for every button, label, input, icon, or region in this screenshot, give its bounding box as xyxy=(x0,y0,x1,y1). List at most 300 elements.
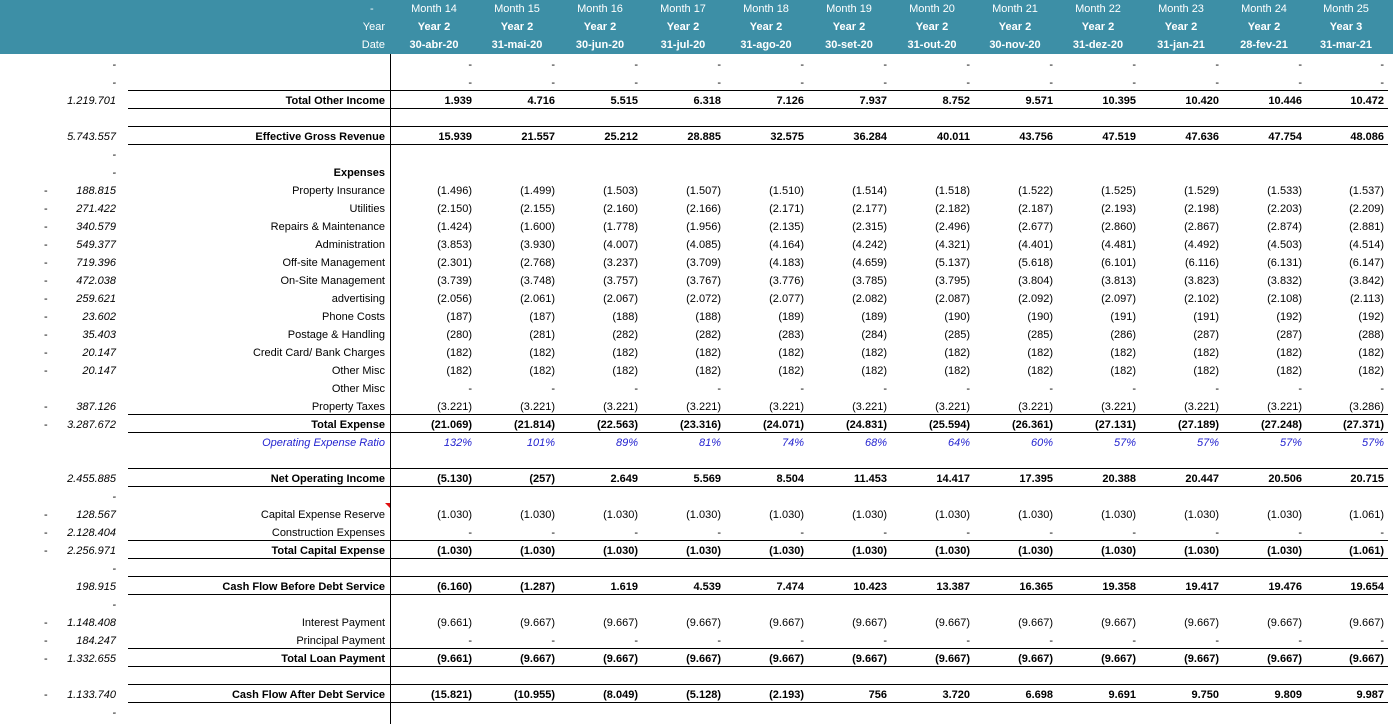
value-cell[interactable]: (286) xyxy=(1110,329,1136,341)
value-cell[interactable]: 19.358 xyxy=(1102,581,1136,593)
value-cell[interactable]: - xyxy=(800,527,804,539)
row-total-cell[interactable]: 23.602 xyxy=(82,311,116,323)
value-cell[interactable]: - xyxy=(717,527,721,539)
value-cell[interactable]: (187) xyxy=(529,311,555,323)
value-cell[interactable]: - xyxy=(1215,77,1219,89)
value-cell[interactable]: (9.667) xyxy=(1267,617,1302,629)
value-cell[interactable]: - xyxy=(800,77,804,89)
row-label-cell[interactable]: Total Capital Expense xyxy=(271,545,385,557)
row-label-cell[interactable]: Effective Gross Revenue xyxy=(255,131,385,143)
row-total-cell[interactable]: 472.038 xyxy=(76,275,116,287)
value-cell[interactable]: - xyxy=(717,77,721,89)
value-cell[interactable]: 57% xyxy=(1196,437,1219,449)
value-cell[interactable]: (182) xyxy=(529,365,555,377)
value-cell[interactable]: - xyxy=(1215,635,1219,647)
value-cell[interactable]: - xyxy=(551,77,555,89)
value-cell[interactable]: (9.667) xyxy=(1184,617,1219,629)
value-cell[interactable]: (1.514) xyxy=(852,185,887,197)
value-cell[interactable]: (2.092) xyxy=(1018,293,1053,305)
row-marker-cell[interactable]: - xyxy=(44,347,48,359)
value-cell[interactable]: 32.575 xyxy=(770,131,804,143)
value-cell[interactable]: (1.030) xyxy=(935,509,970,521)
value-cell[interactable]: (9.667) xyxy=(852,653,887,665)
value-cell[interactable]: (9.667) xyxy=(769,617,804,629)
value-cell[interactable]: (9.667) xyxy=(1018,617,1053,629)
row-total-cell[interactable]: 20.147 xyxy=(82,365,116,377)
value-cell[interactable]: (3.221) xyxy=(1184,401,1219,413)
row-marker-cell[interactable]: - xyxy=(44,239,48,251)
value-cell[interactable]: (2.874) xyxy=(1267,221,1302,233)
value-cell[interactable]: 19.654 xyxy=(1350,581,1384,593)
row-total-cell[interactable]: - xyxy=(112,77,116,89)
value-cell[interactable]: (182) xyxy=(1358,365,1384,377)
value-cell[interactable]: (187) xyxy=(446,311,472,323)
value-cell[interactable]: (3.221) xyxy=(437,401,472,413)
value-cell[interactable]: (9.661) xyxy=(437,617,472,629)
value-cell[interactable]: (1.424) xyxy=(437,221,472,233)
value-cell[interactable]: - xyxy=(966,59,970,71)
value-cell[interactable]: 13.387 xyxy=(936,581,970,593)
value-cell[interactable]: (2.097) xyxy=(1101,293,1136,305)
row-marker-cell[interactable]: - xyxy=(44,257,48,269)
value-cell[interactable]: (9.667) xyxy=(1101,617,1136,629)
value-cell[interactable]: (1.496) xyxy=(437,185,472,197)
row-marker-cell[interactable]: - xyxy=(44,545,48,557)
value-cell[interactable]: (21.814) xyxy=(514,419,555,431)
value-cell[interactable]: (3.930) xyxy=(520,239,555,251)
value-cell[interactable]: (2.677) xyxy=(1018,221,1053,233)
row-total-cell[interactable]: 20.147 xyxy=(82,347,116,359)
row-total-cell[interactable]: - xyxy=(112,599,116,611)
value-cell[interactable]: 17.395 xyxy=(1019,473,1053,485)
value-cell[interactable]: (21.069) xyxy=(431,419,472,431)
value-cell[interactable]: (2.860) xyxy=(1101,221,1136,233)
row-total-cell[interactable]: - xyxy=(112,563,116,575)
value-cell[interactable]: - xyxy=(800,635,804,647)
value-cell[interactable]: (190) xyxy=(1027,311,1053,323)
value-cell[interactable]: (280) xyxy=(446,329,472,341)
value-cell[interactable]: (2.203) xyxy=(1267,203,1302,215)
value-cell[interactable]: (182) xyxy=(612,365,638,377)
value-cell[interactable]: - xyxy=(717,59,721,71)
row-label-cell[interactable]: Total Loan Payment xyxy=(281,653,385,665)
value-cell[interactable]: (24.831) xyxy=(846,419,887,431)
value-cell[interactable]: 14.417 xyxy=(936,473,970,485)
value-cell[interactable]: (182) xyxy=(1358,347,1384,359)
value-cell[interactable]: - xyxy=(883,527,887,539)
row-total-cell[interactable]: 184.247 xyxy=(76,635,116,647)
value-cell[interactable]: (3.748) xyxy=(520,275,555,287)
value-cell[interactable]: - xyxy=(717,635,721,647)
value-cell[interactable]: (3.842) xyxy=(1349,275,1384,287)
value-cell[interactable]: 132% xyxy=(443,437,472,449)
value-cell[interactable]: (191) xyxy=(1110,311,1136,323)
value-cell[interactable]: (2.150) xyxy=(437,203,472,215)
value-cell[interactable]: (3.221) xyxy=(520,401,555,413)
value-cell[interactable]: (23.316) xyxy=(680,419,721,431)
row-total-cell[interactable]: 2.455.885 xyxy=(67,473,116,485)
value-cell[interactable]: - xyxy=(966,77,970,89)
row-total-cell[interactable]: 5.743.557 xyxy=(67,131,116,143)
row-label-cell[interactable]: Cash Flow After Debt Service xyxy=(231,689,385,701)
value-cell[interactable]: (15.821) xyxy=(431,689,472,701)
value-cell[interactable]: - xyxy=(1380,635,1384,647)
value-cell[interactable]: 5.569 xyxy=(693,473,721,485)
row-total-cell[interactable]: - xyxy=(112,167,116,179)
value-cell[interactable]: (9.667) xyxy=(686,653,721,665)
value-cell[interactable]: (2.061) xyxy=(520,293,555,305)
value-cell[interactable]: (285) xyxy=(944,329,970,341)
value-cell[interactable]: - xyxy=(551,383,555,395)
value-cell[interactable]: (182) xyxy=(1276,365,1302,377)
value-cell[interactable]: 57% xyxy=(1279,437,1302,449)
row-total-cell[interactable]: 1.133.740 xyxy=(67,689,116,701)
row-label-cell[interactable]: Utilities xyxy=(349,203,385,215)
value-cell[interactable]: (3.853) xyxy=(437,239,472,251)
value-cell[interactable]: (182) xyxy=(1276,347,1302,359)
row-marker-cell[interactable]: - xyxy=(44,293,48,305)
value-cell[interactable]: (3.823) xyxy=(1184,275,1219,287)
value-cell[interactable]: (8.049) xyxy=(603,689,638,701)
value-cell[interactable]: - xyxy=(966,635,970,647)
value-cell[interactable]: - xyxy=(634,59,638,71)
value-cell[interactable]: (284) xyxy=(861,329,887,341)
value-cell[interactable]: - xyxy=(468,527,472,539)
value-cell[interactable]: - xyxy=(468,383,472,395)
value-cell[interactable]: (1.287) xyxy=(520,581,555,593)
value-cell[interactable]: (5.130) xyxy=(437,473,472,485)
value-cell[interactable]: (192) xyxy=(1276,311,1302,323)
row-marker-cell[interactable]: - xyxy=(44,221,48,233)
value-cell[interactable]: (1.030) xyxy=(769,545,804,557)
row-label-cell[interactable]: advertising xyxy=(331,293,385,305)
value-cell[interactable]: (3.221) xyxy=(1267,401,1302,413)
value-cell[interactable]: (3.221) xyxy=(769,401,804,413)
value-cell[interactable]: 15.939 xyxy=(438,131,472,143)
value-cell[interactable]: (182) xyxy=(446,365,472,377)
value-cell[interactable]: 9.571 xyxy=(1025,95,1053,107)
value-cell[interactable]: 4.716 xyxy=(527,95,555,107)
value-cell[interactable]: (3.221) xyxy=(852,401,887,413)
value-cell[interactable]: (1.061) xyxy=(1349,509,1384,521)
value-cell[interactable]: (3.832) xyxy=(1267,275,1302,287)
value-cell[interactable]: (4.503) xyxy=(1267,239,1302,251)
row-total-cell[interactable]: 1.219.701 xyxy=(67,95,116,107)
value-cell[interactable]: - xyxy=(1132,59,1136,71)
value-cell[interactable]: (9.667) xyxy=(1184,653,1219,665)
value-cell[interactable]: (1.507) xyxy=(686,185,721,197)
value-cell[interactable]: 7.126 xyxy=(776,95,804,107)
value-cell[interactable]: (182) xyxy=(1027,347,1053,359)
row-label-cell[interactable]: Principal Payment xyxy=(296,635,385,647)
value-cell[interactable]: 47.636 xyxy=(1185,131,1219,143)
value-cell[interactable]: (3.709) xyxy=(686,257,721,269)
value-cell[interactable]: (1.030) xyxy=(1184,545,1219,557)
value-cell[interactable]: (1.030) xyxy=(852,509,887,521)
row-total-cell[interactable]: 1.332.655 xyxy=(67,653,116,665)
value-cell[interactable]: (9.667) xyxy=(520,617,555,629)
row-marker-cell[interactable]: - xyxy=(44,527,48,539)
value-cell[interactable]: (287) xyxy=(1276,329,1302,341)
value-cell[interactable]: (1.030) xyxy=(1018,545,1053,557)
value-cell[interactable]: 36.284 xyxy=(853,131,887,143)
value-cell[interactable]: - xyxy=(1298,635,1302,647)
value-cell[interactable]: (1.030) xyxy=(686,509,721,521)
row-label-cell[interactable]: Net Operating Income xyxy=(270,473,385,485)
value-cell[interactable]: (1.533) xyxy=(1267,185,1302,197)
value-cell[interactable]: - xyxy=(1215,383,1219,395)
row-total-cell[interactable]: - xyxy=(112,149,116,161)
row-total-cell[interactable]: - xyxy=(112,59,116,71)
value-cell[interactable]: 40.011 xyxy=(936,131,970,143)
value-cell[interactable]: (1.525) xyxy=(1101,185,1136,197)
value-cell[interactable]: - xyxy=(1132,383,1136,395)
value-cell[interactable]: (3.813) xyxy=(1101,275,1136,287)
value-cell[interactable]: (3.795) xyxy=(935,275,970,287)
value-cell[interactable]: (9.661) xyxy=(437,653,472,665)
value-cell[interactable]: (1.503) xyxy=(603,185,638,197)
value-cell[interactable]: (182) xyxy=(944,347,970,359)
value-cell[interactable]: 20.447 xyxy=(1185,473,1219,485)
value-cell[interactable]: (3.221) xyxy=(935,401,970,413)
row-label-cell[interactable]: Administration xyxy=(315,239,385,251)
row-label-cell[interactable]: Other Misc xyxy=(331,365,385,377)
value-cell[interactable]: (1.061) xyxy=(1349,545,1384,557)
value-cell[interactable]: (6.147) xyxy=(1349,257,1384,269)
value-cell[interactable]: 57% xyxy=(1113,437,1136,449)
value-cell[interactable]: (1.030) xyxy=(1101,545,1136,557)
row-total-cell[interactable]: 719.396 xyxy=(76,257,116,269)
value-cell[interactable]: (3.757) xyxy=(603,275,638,287)
row-label-cell[interactable]: Cash Flow Before Debt Service xyxy=(222,581,385,593)
value-cell[interactable]: (9.667) xyxy=(1267,653,1302,665)
value-cell[interactable]: (2.056) xyxy=(437,293,472,305)
value-cell[interactable]: (26.361) xyxy=(1012,419,1053,431)
value-cell[interactable]: (3.286) xyxy=(1349,401,1384,413)
value-cell[interactable]: - xyxy=(883,635,887,647)
value-cell[interactable]: (9.667) xyxy=(1349,653,1384,665)
row-total-cell[interactable]: 3.287.672 xyxy=(67,419,116,431)
value-cell[interactable]: (188) xyxy=(695,311,721,323)
value-cell[interactable]: 10.420 xyxy=(1185,95,1219,107)
value-cell[interactable]: (4.659) xyxy=(852,257,887,269)
row-label-cell[interactable]: Total Other Income xyxy=(285,95,385,107)
value-cell[interactable]: (1.030) xyxy=(1267,509,1302,521)
row-label-cell[interactable]: Operating Expense Ratio xyxy=(262,437,385,449)
row-total-cell[interactable]: - xyxy=(112,707,116,719)
value-cell[interactable]: (5.137) xyxy=(935,257,970,269)
value-cell[interactable]: (2.182) xyxy=(935,203,970,215)
value-cell[interactable]: (5.618) xyxy=(1018,257,1053,269)
value-cell[interactable]: (9.667) xyxy=(603,617,638,629)
value-cell[interactable]: 19.476 xyxy=(1268,581,1302,593)
value-cell[interactable]: (1.956) xyxy=(686,221,721,233)
value-cell[interactable]: (2.113) xyxy=(1349,293,1384,305)
value-cell[interactable]: 9.691 xyxy=(1108,689,1136,701)
value-cell[interactable]: 9.987 xyxy=(1356,689,1384,701)
value-cell[interactable]: (1.030) xyxy=(437,545,472,557)
value-cell[interactable]: (189) xyxy=(778,311,804,323)
value-cell[interactable]: 81% xyxy=(698,437,721,449)
value-cell[interactable]: - xyxy=(551,59,555,71)
row-total-cell[interactable]: 259.621 xyxy=(76,293,116,305)
row-label-cell[interactable]: Off-site Management xyxy=(282,257,385,269)
value-cell[interactable]: (6.131) xyxy=(1267,257,1302,269)
value-cell[interactable]: (1.030) xyxy=(935,545,970,557)
value-cell[interactable]: (27.189) xyxy=(1178,419,1219,431)
row-label-cell[interactable]: Other Misc xyxy=(331,383,385,395)
value-cell[interactable]: (182) xyxy=(778,347,804,359)
value-cell[interactable]: (25.594) xyxy=(929,419,970,431)
value-cell[interactable]: (2.187) xyxy=(1018,203,1053,215)
value-cell[interactable]: (27.131) xyxy=(1095,419,1136,431)
value-cell[interactable]: (9.667) xyxy=(686,617,721,629)
value-cell[interactable]: 7.937 xyxy=(859,95,887,107)
value-cell[interactable]: (288) xyxy=(1358,329,1384,341)
value-cell[interactable]: 47.519 xyxy=(1102,131,1136,143)
value-cell[interactable]: - xyxy=(1298,527,1302,539)
value-cell[interactable]: 9.750 xyxy=(1191,689,1219,701)
row-total-cell[interactable]: 340.579 xyxy=(76,221,116,233)
value-cell[interactable]: (22.563) xyxy=(597,419,638,431)
value-cell[interactable]: (9.667) xyxy=(1349,617,1384,629)
value-cell[interactable]: (2.087) xyxy=(935,293,970,305)
value-cell[interactable]: (27.248) xyxy=(1261,419,1302,431)
value-cell[interactable]: 43.756 xyxy=(1019,131,1053,143)
value-cell[interactable]: 68% xyxy=(864,437,887,449)
row-label-cell[interactable]: Phone Costs xyxy=(322,311,385,323)
value-cell[interactable]: (2.867) xyxy=(1184,221,1219,233)
value-cell[interactable]: (1.030) xyxy=(603,509,638,521)
row-label-cell[interactable]: Property Taxes xyxy=(311,401,385,413)
value-cell[interactable]: 1.939 xyxy=(444,95,472,107)
value-cell[interactable]: (2.108) xyxy=(1267,293,1302,305)
row-label-cell[interactable]: Interest Payment xyxy=(301,617,385,629)
value-cell[interactable]: (4.007) xyxy=(603,239,638,251)
value-cell[interactable]: - xyxy=(1380,59,1384,71)
row-marker-cell[interactable]: - xyxy=(44,401,48,413)
value-cell[interactable]: (2.166) xyxy=(686,203,721,215)
row-label-cell[interactable]: Capital Expense Reserve xyxy=(260,509,385,521)
row-total-cell[interactable]: 271.422 xyxy=(76,203,116,215)
value-cell[interactable]: - xyxy=(883,383,887,395)
row-label-cell[interactable]: Postage & Handling xyxy=(287,329,385,341)
value-cell[interactable]: - xyxy=(1380,527,1384,539)
value-cell[interactable]: (191) xyxy=(1193,311,1219,323)
value-cell[interactable]: 28.885 xyxy=(687,131,721,143)
value-cell[interactable]: 5.515 xyxy=(610,95,638,107)
value-cell[interactable]: 1.619 xyxy=(610,581,638,593)
value-cell[interactable]: - xyxy=(883,77,887,89)
value-cell[interactable]: (3.221) xyxy=(686,401,721,413)
value-cell[interactable]: (2.301) xyxy=(437,257,472,269)
value-cell[interactable]: - xyxy=(800,383,804,395)
row-marker-cell[interactable]: - xyxy=(44,509,48,521)
value-cell[interactable]: - xyxy=(1049,527,1053,539)
row-marker-cell[interactable]: - xyxy=(44,365,48,377)
row-total-cell[interactable]: 387.126 xyxy=(76,401,116,413)
value-cell[interactable]: (2.102) xyxy=(1184,293,1219,305)
value-cell[interactable]: (3.739) xyxy=(437,275,472,287)
value-cell[interactable]: (3.785) xyxy=(852,275,887,287)
value-cell[interactable]: - xyxy=(717,383,721,395)
value-cell[interactable]: (9.667) xyxy=(603,653,638,665)
row-total-cell[interactable]: 2.256.971 xyxy=(67,545,116,557)
value-cell[interactable]: (257) xyxy=(529,473,555,485)
value-cell[interactable]: - xyxy=(966,527,970,539)
row-label-cell[interactable]: Credit Card/ Bank Charges xyxy=(252,347,385,359)
value-cell[interactable]: 20.506 xyxy=(1268,473,1302,485)
value-cell[interactable]: 10.472 xyxy=(1350,95,1384,107)
value-cell[interactable]: (3.237) xyxy=(603,257,638,269)
value-cell[interactable]: 9.809 xyxy=(1274,689,1302,701)
value-cell[interactable]: (182) xyxy=(1110,347,1136,359)
value-cell[interactable]: 60% xyxy=(1030,437,1053,449)
value-cell[interactable]: (9.667) xyxy=(935,617,970,629)
value-cell[interactable]: 47.754 xyxy=(1268,131,1302,143)
value-cell[interactable]: (282) xyxy=(612,329,638,341)
value-cell[interactable]: (2.160) xyxy=(603,203,638,215)
value-cell[interactable]: (182) xyxy=(695,347,721,359)
value-cell[interactable]: 8.504 xyxy=(776,473,804,485)
value-cell[interactable]: (2.135) xyxy=(769,221,804,233)
value-cell[interactable]: 2.649 xyxy=(610,473,638,485)
value-cell[interactable]: (282) xyxy=(695,329,721,341)
row-total-cell[interactable]: 2.128.404 xyxy=(67,527,116,539)
value-cell[interactable]: 756 xyxy=(868,689,887,701)
value-cell[interactable]: - xyxy=(634,635,638,647)
value-cell[interactable]: (4.321) xyxy=(935,239,970,251)
value-cell[interactable]: 19.417 xyxy=(1185,581,1219,593)
value-cell[interactable]: (2.155) xyxy=(520,203,555,215)
value-cell[interactable]: (182) xyxy=(695,365,721,377)
value-cell[interactable]: - xyxy=(1049,77,1053,89)
value-cell[interactable]: (190) xyxy=(944,311,970,323)
value-cell[interactable]: - xyxy=(1049,59,1053,71)
row-marker-cell[interactable]: - xyxy=(44,419,48,431)
value-cell[interactable]: - xyxy=(468,635,472,647)
value-cell[interactable]: (1.030) xyxy=(1184,509,1219,521)
value-cell[interactable]: (285) xyxy=(1027,329,1053,341)
value-cell[interactable]: (182) xyxy=(778,365,804,377)
value-cell[interactable]: (182) xyxy=(1193,347,1219,359)
value-cell[interactable]: (1.499) xyxy=(520,185,555,197)
value-cell[interactable]: (1.030) xyxy=(603,545,638,557)
value-cell[interactable]: 3.720 xyxy=(942,689,970,701)
value-cell[interactable]: (182) xyxy=(1110,365,1136,377)
value-cell[interactable]: 21.557 xyxy=(521,131,555,143)
value-cell[interactable]: 10.395 xyxy=(1102,95,1136,107)
value-cell[interactable]: 8.752 xyxy=(942,95,970,107)
row-marker-cell[interactable]: - xyxy=(44,311,48,323)
row-total-cell[interactable]: 128.567 xyxy=(76,509,116,521)
row-label-cell[interactable]: Construction Expenses xyxy=(271,527,385,539)
value-cell[interactable]: (4.242) xyxy=(852,239,887,251)
value-cell[interactable]: (4.514) xyxy=(1349,239,1384,251)
value-cell[interactable]: (6.116) xyxy=(1184,257,1219,269)
value-cell[interactable]: (3.776) xyxy=(769,275,804,287)
value-cell[interactable]: 6.698 xyxy=(1025,689,1053,701)
value-cell[interactable]: - xyxy=(468,77,472,89)
value-cell[interactable]: 10.423 xyxy=(853,581,887,593)
row-label-cell[interactable]: On-Site Management xyxy=(280,275,385,287)
value-cell[interactable]: 64% xyxy=(947,437,970,449)
value-cell[interactable]: (1.030) xyxy=(520,545,555,557)
value-cell[interactable]: (2.193) xyxy=(1101,203,1136,215)
value-cell[interactable]: 11.453 xyxy=(853,473,887,485)
value-cell[interactable]: - xyxy=(634,77,638,89)
row-label-cell[interactable]: Expenses xyxy=(333,167,385,179)
